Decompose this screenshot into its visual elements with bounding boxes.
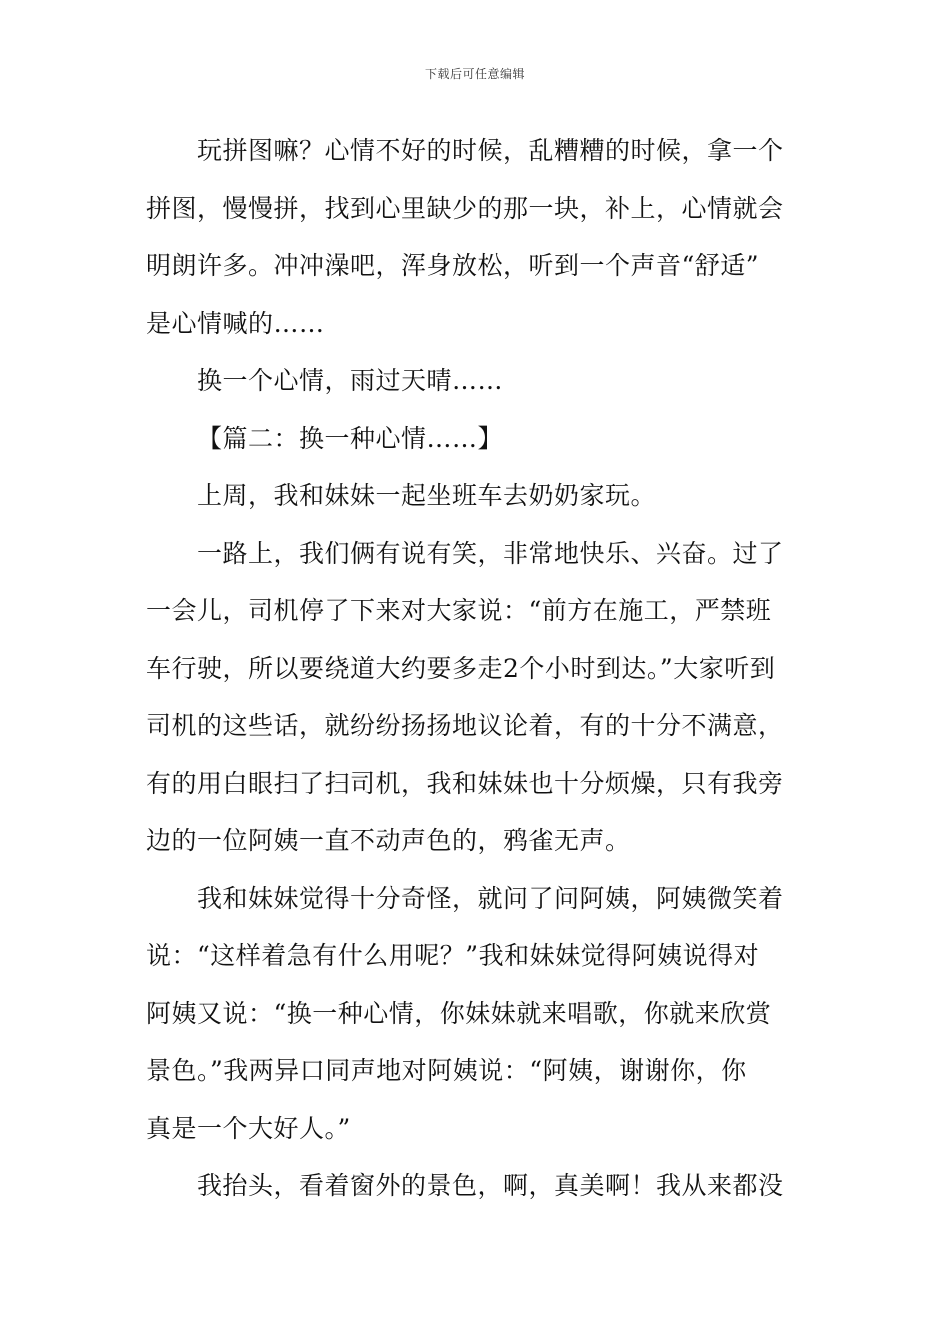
text-line: 一会儿，司机停了下来对大家说：“前方在施工，严禁班 xyxy=(146,596,772,625)
document-body xyxy=(146,122,812,1215)
text-line: 拼图，慢慢拼，找到心里缺少的那一块，补上，心情就会 xyxy=(146,193,784,223)
text-line: 明朗许多。冲冲澡吧，浑身放松，听到一个声音“舒适” xyxy=(146,251,760,280)
section-heading: 【篇二：换一种心情……】 xyxy=(197,423,504,453)
text-line: 边的一位阿姨一直不动声色的，鸦雀无声。 xyxy=(146,826,631,855)
text-line: 我抬头，看着窗外的景色，啊，真美啊！我从来都没 xyxy=(197,1171,784,1200)
text-line: 司机的这些话，就纷纷扬扬地议论着，有的十分不满意， xyxy=(146,711,784,740)
text-line: 真是一个大好人。” xyxy=(146,1113,351,1143)
page-header: 下载后可任意编辑 xyxy=(424,67,525,81)
text-line: 是心情喊的…… xyxy=(146,308,325,338)
text-line: 车行驶，所以要绕道大约要多走2个小时到达。”大家听到 xyxy=(146,653,776,683)
text-line: 有的用白眼扫了扫司机，我和妹妹也十分烦燥，只有我旁 xyxy=(146,768,784,798)
text-line: 景色。”我两异口同声地对阿姨说：“阿姨，谢谢你，你 xyxy=(146,1056,747,1085)
text-line: 一路上，我们俩有说有笑，非常地快乐、兴奋。过了 xyxy=(197,538,784,568)
text-line: 阿姨又说：“换一种心情，你妹妹就来唱歌，你就来欣赏 xyxy=(146,998,772,1028)
text-line: 说：“这样着急有什么用呢？”我和妹妹觉得阿姨说得对 xyxy=(146,941,760,970)
text-line: 换一个心情，雨过天晴…… xyxy=(197,366,504,395)
text-line: 我和妹妹觉得十分奇怪，就问了问阿姨，阿姨微笑着 xyxy=(197,883,784,913)
text-line: 上周，我和妹妹一起坐班车去奶奶家玩。 xyxy=(197,481,657,510)
text-line: 玩拼图嘛？心情不好的时候，乱糟糟的时候，拿一个 xyxy=(197,136,784,165)
